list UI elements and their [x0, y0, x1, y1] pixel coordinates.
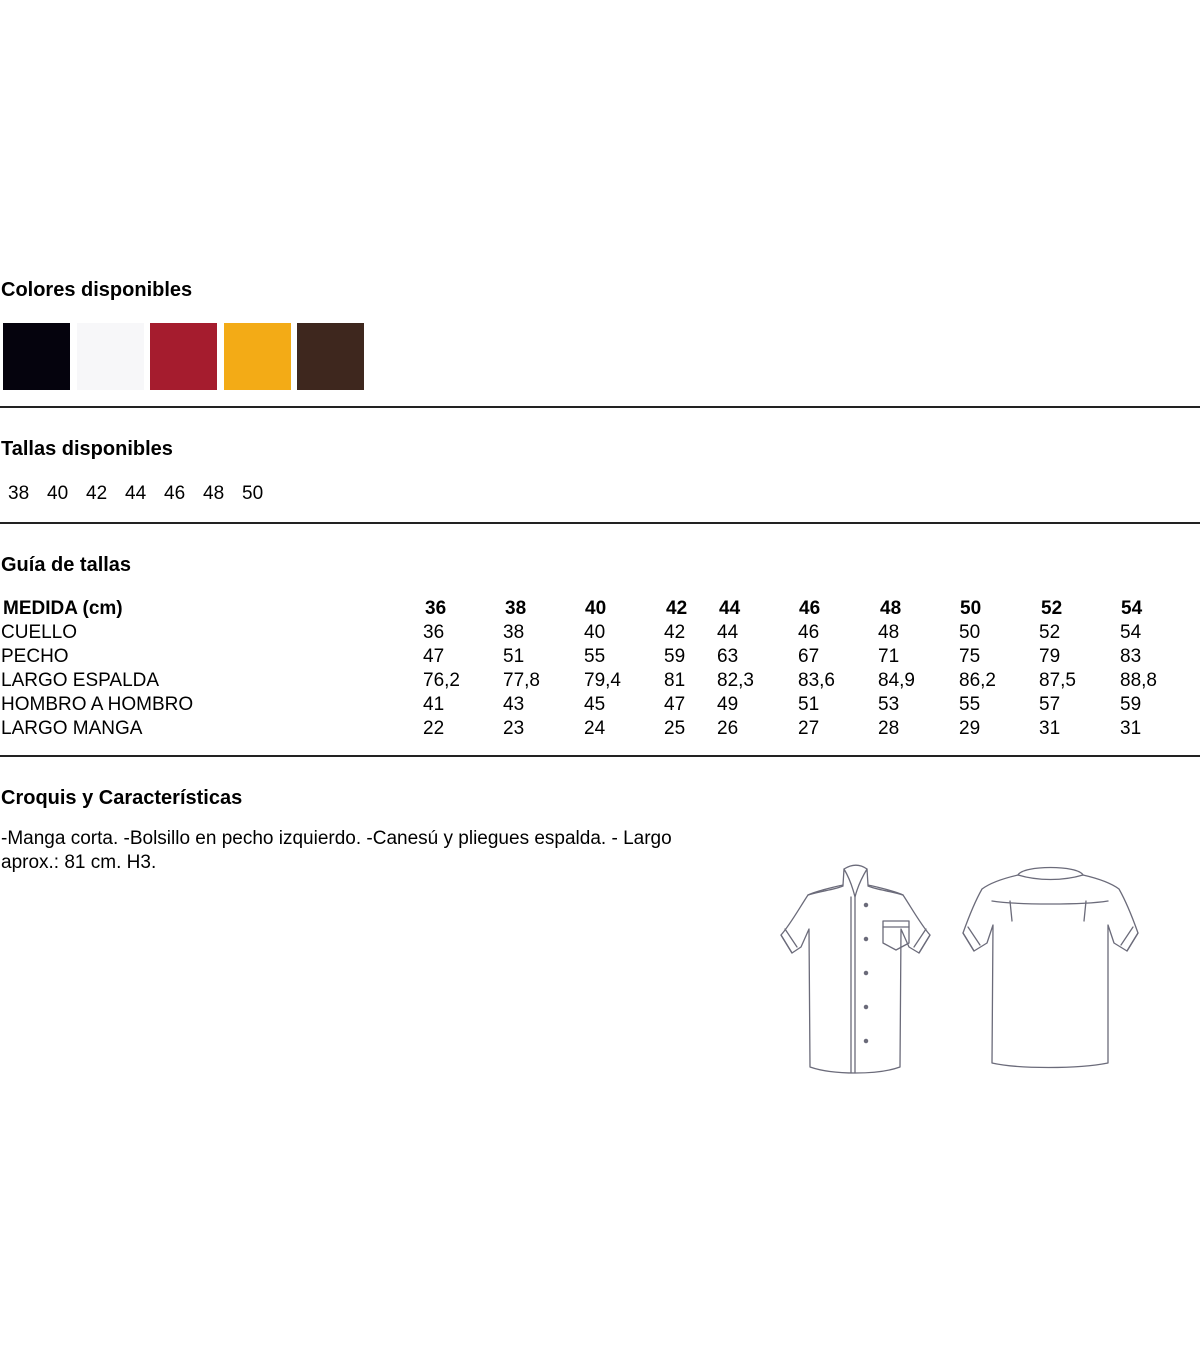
- table-header-cell: 46: [799, 598, 821, 619]
- divider: [0, 755, 1200, 757]
- table-cell: 52: [1039, 622, 1061, 643]
- color-swatch-burgundy[interactable]: [150, 323, 217, 390]
- table-cell: 31: [1120, 718, 1142, 739]
- size-option[interactable]: 48: [203, 483, 225, 504]
- table-cell: 55: [584, 646, 606, 667]
- size-option[interactable]: 38: [8, 483, 30, 504]
- table-cell: 51: [798, 694, 820, 715]
- table-cell: 79,4: [584, 670, 621, 691]
- size-option[interactable]: 40: [47, 483, 69, 504]
- table-header-cell: 40: [585, 598, 607, 619]
- table-cell: 83: [1120, 646, 1142, 667]
- shirt-sketch: [778, 855, 1142, 1079]
- table-header-cell: 50: [960, 598, 982, 619]
- table-cell: 45: [584, 694, 606, 715]
- table-cell: 84,9: [878, 670, 915, 691]
- table-cell: 55: [959, 694, 981, 715]
- table-cell: 29: [959, 718, 981, 739]
- table-cell: 23: [503, 718, 525, 739]
- table-cell: 59: [1120, 694, 1142, 715]
- table-cell: 44: [717, 622, 739, 643]
- table-cell: 22: [423, 718, 445, 739]
- table-cell: 31: [1039, 718, 1061, 739]
- table-cell: 82,3: [717, 670, 754, 691]
- table-cell: 47: [664, 694, 686, 715]
- table-header-cell: 42: [666, 598, 688, 619]
- table-cell: 51: [503, 646, 525, 667]
- sketch-heading: Croquis y Características: [1, 787, 243, 809]
- divider: [0, 406, 1200, 408]
- table-cell: 54: [1120, 622, 1142, 643]
- table-cell: 47: [423, 646, 445, 667]
- table-cell: 25: [664, 718, 686, 739]
- shirt-front-icon: [781, 865, 930, 1073]
- table-header-cell: 54: [1121, 598, 1143, 619]
- table-header-cell: 48: [880, 598, 902, 619]
- table-header-cell: MEDIDA (cm): [3, 598, 123, 619]
- table-cell: 77,8: [503, 670, 540, 691]
- table-cell: 24: [584, 718, 606, 739]
- size-option[interactable]: 46: [164, 483, 186, 504]
- table-cell: 43: [503, 694, 525, 715]
- table-cell: 49: [717, 694, 739, 715]
- color-swatch-black[interactable]: [3, 323, 70, 390]
- sizes-heading: Tallas disponibles: [1, 438, 173, 460]
- color-swatch-white[interactable]: [77, 323, 144, 390]
- table-cell: 27: [798, 718, 820, 739]
- table-cell: 81: [664, 670, 686, 691]
- table-cell: 40: [584, 622, 606, 643]
- table-header-cell: 38: [505, 598, 527, 619]
- table-cell: 46: [798, 622, 820, 643]
- table-cell: 38: [503, 622, 525, 643]
- table-cell: 42: [664, 622, 686, 643]
- table-row-label: CUELLO: [1, 622, 78, 643]
- table-cell: 57: [1039, 694, 1061, 715]
- table-header-cell: 52: [1041, 598, 1063, 619]
- table-cell: 41: [423, 694, 445, 715]
- size-guide-heading: Guía de tallas: [1, 554, 132, 576]
- table-cell: 59: [664, 646, 686, 667]
- table-row-label: HOMBRO A HOMBRO: [1, 694, 194, 715]
- shirt-back-icon: [963, 868, 1138, 1068]
- table-row-label: PECHO: [1, 646, 69, 667]
- table-cell: 83,6: [798, 670, 835, 691]
- color-swatch-mustard[interactable]: [224, 323, 291, 390]
- table-header-cell: 36: [425, 598, 447, 619]
- size-option[interactable]: 42: [86, 483, 108, 504]
- table-cell: 36: [423, 622, 445, 643]
- table-cell: 48: [878, 622, 900, 643]
- table-cell: 28: [878, 718, 900, 739]
- table-cell: 76,2: [423, 670, 460, 691]
- table-row-label: LARGO MANGA: [1, 718, 143, 739]
- colors-heading: Colores disponibles: [1, 279, 193, 301]
- table-cell: 67: [798, 646, 820, 667]
- table-cell: 26: [717, 718, 739, 739]
- product-description: -Manga corta. -Bolsillo en pecho izquierdo. -Canesú y pliegues espalda. - Largo aprox.: 81 cm. H3.: [1, 828, 672, 873]
- table-cell: 88,8: [1120, 670, 1157, 691]
- table-cell: 86,2: [959, 670, 996, 691]
- table-cell: 53: [878, 694, 900, 715]
- size-option[interactable]: 50: [242, 483, 264, 504]
- table-cell: 71: [878, 646, 900, 667]
- table-cell: 87,5: [1039, 670, 1076, 691]
- table-header-cell: 44: [719, 598, 741, 619]
- table-cell: 50: [959, 622, 981, 643]
- size-option[interactable]: 44: [125, 483, 147, 504]
- color-swatch-brown[interactable]: [297, 323, 364, 390]
- table-row-label: LARGO ESPALDA: [1, 670, 160, 691]
- table-cell: 79: [1039, 646, 1061, 667]
- table-cell: 75: [959, 646, 981, 667]
- divider: [0, 522, 1200, 524]
- table-cell: 63: [717, 646, 739, 667]
